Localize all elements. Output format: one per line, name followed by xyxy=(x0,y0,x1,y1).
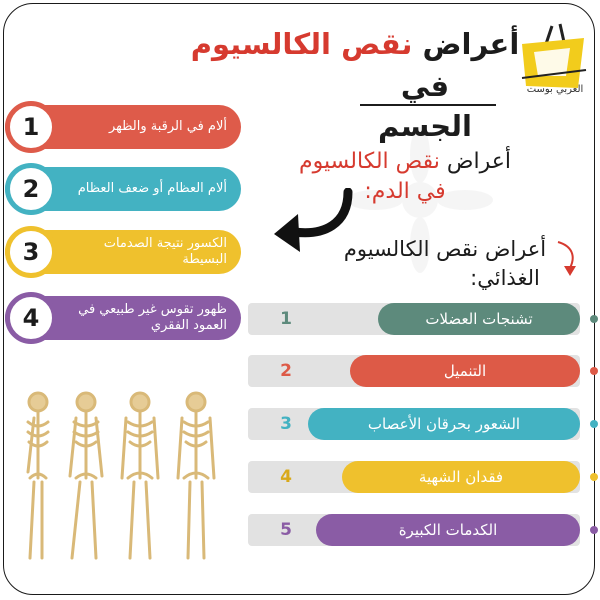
item-label: الشعور بحرقان الأعصاب xyxy=(308,408,580,440)
page-subtitle: في الجسم xyxy=(378,69,472,143)
item-label: تشنجات العضلات xyxy=(378,303,580,335)
blood-heading-prefix: أعراض xyxy=(446,149,511,174)
skeletons-illustration xyxy=(10,390,235,565)
item-label: ظهور تقوس غير طبيعي في العمود الفقري xyxy=(78,302,227,333)
page-title xyxy=(190,24,520,64)
food-symptom-item xyxy=(248,461,580,493)
blood-symptom-item xyxy=(5,296,241,340)
item-label: الكسور نتيجة الصدمات البسيطة xyxy=(103,236,227,267)
bullet-dot-icon xyxy=(590,473,598,481)
item-number: 1 xyxy=(280,309,292,329)
blood-section-heading xyxy=(290,147,520,177)
blood-symptom-item xyxy=(5,230,241,274)
blood-symptom-item xyxy=(5,105,241,149)
bullet-dot-icon xyxy=(590,367,598,375)
bullet-dot-icon xyxy=(590,420,598,428)
item-label: ألام العظام أو ضعف العظام xyxy=(77,181,227,196)
item-label: الكدمات الكبيرة xyxy=(316,514,580,546)
title-prefix: أعراض xyxy=(422,27,520,61)
blood-symptom-item xyxy=(5,167,241,211)
title-underline xyxy=(360,104,496,106)
food-symptom-item xyxy=(248,514,580,546)
item-label: التنميل xyxy=(350,355,580,387)
bullet-dot-icon xyxy=(590,526,598,534)
item-number: 2 xyxy=(5,163,57,215)
item-number: 5 xyxy=(280,520,292,540)
blood-heading-highlight: نقص الكالسيوم xyxy=(299,149,440,174)
food-symptom-item xyxy=(248,408,580,440)
food-symptom-item xyxy=(248,303,580,335)
food-section-heading-line2: الغذائي: xyxy=(470,266,540,290)
food-section-heading: أعراض نقص الكالسيوم xyxy=(343,237,547,261)
item-label: فقدان الشهية xyxy=(342,461,580,493)
food-symptom-item xyxy=(248,355,580,387)
item-number: 4 xyxy=(5,292,57,344)
item-number: 2 xyxy=(280,361,292,381)
item-number: 1 xyxy=(5,101,57,153)
title-highlight: نقص الكالسيوم xyxy=(190,27,413,61)
item-number: 3 xyxy=(5,226,57,278)
blood-section-heading-line2: في الدم: xyxy=(364,179,446,204)
bullet-dot-icon xyxy=(590,315,598,323)
item-label: ألام في الرقبة والظهر xyxy=(108,119,227,134)
logo-text: العربي بوست xyxy=(526,84,584,95)
item-number: 3 xyxy=(280,414,292,434)
curved-arrow-down-icon xyxy=(552,238,582,278)
item-number: 4 xyxy=(280,467,292,487)
